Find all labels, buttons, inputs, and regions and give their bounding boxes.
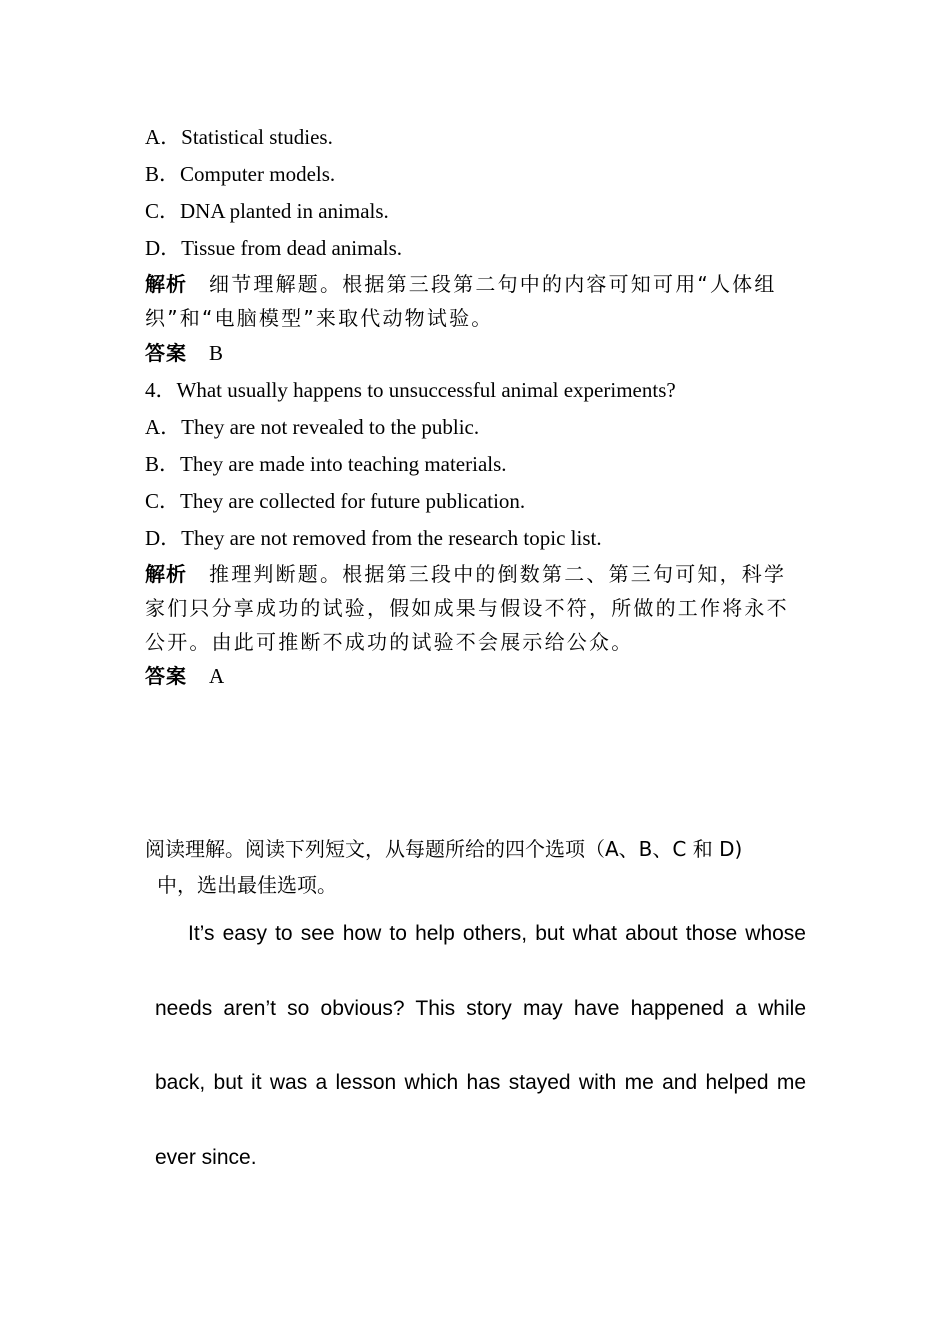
instruction-line2: 中，选出最佳选项。 (157, 873, 337, 897)
reading-passage: It’s easy to see how to help others, but what about those whose needs aren’t so obvious? This story may have happened a while back, but it was a lesson which has stayed with me and helped me ever since. (155, 922, 806, 1169)
analysis-text: 推理判断题。根据第三段中的倒数第二、第三句可知，科学 (209, 562, 787, 586)
q3-option-a: A．Statistical studies. (145, 125, 333, 149)
q3-option-b: B．Computer models. (145, 162, 336, 186)
q4-option-c: C．They are collected for future publication. (145, 489, 526, 513)
q3-analysis-line2: 织”和“电脑模型”来取代动物试验。 (145, 306, 494, 330)
q4-analysis-line1 (145, 561, 786, 587)
q3-answer (145, 340, 223, 366)
analysis-label: 解析 (145, 562, 187, 586)
answer-label: 答案 (145, 341, 187, 365)
q4-option-a: A．They are not revealed to the public. (145, 415, 480, 439)
instruction-line1: 阅读理解。阅读下列短文，从每题所给的四个选项（A、B、C 和 D) (145, 837, 743, 861)
q3-analysis-line1 (145, 271, 777, 297)
q4-option-d: D．They are not removed from the research topic list. (145, 526, 602, 550)
analysis-label: 解析 (145, 272, 187, 296)
answer-label: 答案 (145, 664, 187, 688)
q4-option-b: B．They are made into teaching materials. (145, 452, 507, 476)
q3-option-c: C．DNA planted in animals. (145, 199, 389, 223)
q4-question: 4．What usually happens to unsuccessful animal experiments? (145, 378, 676, 402)
q4-answer (145, 663, 224, 689)
answer-value: A (209, 664, 225, 688)
q4-analysis-line2: 家们只分享成功的试验，假如成果与假设不符，所做的工作将永不 (145, 596, 789, 620)
analysis-text: 细节理解题。根据第三段第二句中的内容可知可用“人体组 (209, 272, 777, 296)
q3-option-d: D．Tissue from dead animals. (145, 236, 403, 260)
answer-value: B (209, 341, 224, 365)
q4-analysis-line3: 公开。由此可推断不成功的试验不会展示给公众。 (145, 630, 634, 654)
reading-instruction (145, 831, 810, 903)
